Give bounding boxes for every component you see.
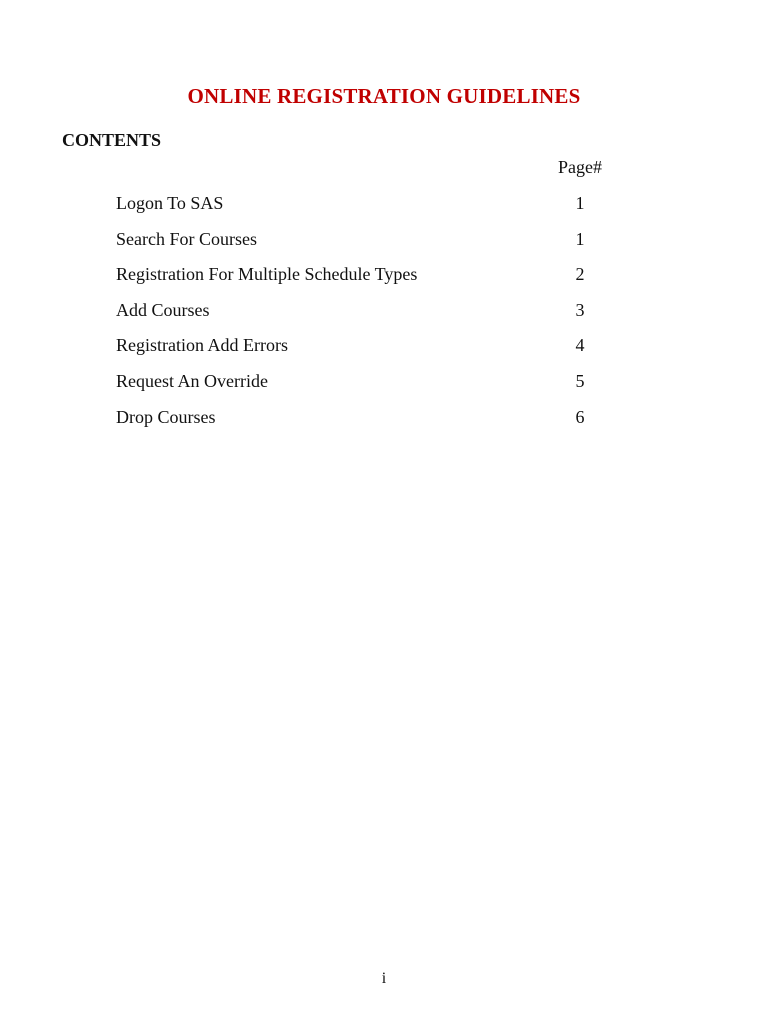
toc-entry-logon-to-sas[interactable]: [116, 193, 596, 229]
toc-entry-label: Add Courses: [116, 299, 210, 320]
toc-entry-page: 4: [575, 335, 585, 356]
toc-entry-drop-courses[interactable]: [116, 407, 596, 443]
toc-entry-registration-add-errors[interactable]: [116, 335, 596, 371]
toc-entry-search-for-courses[interactable]: [116, 229, 596, 265]
toc-entry-add-courses[interactable]: [116, 300, 596, 336]
toc-entry-page: 6: [575, 406, 585, 427]
page-title: ONLINE REGISTRATION GUIDELINES: [187, 84, 581, 108]
contents-heading: CONTENTS: [62, 130, 162, 150]
footer-page-number: i: [381, 970, 387, 987]
toc-entry-page: 1: [575, 228, 585, 249]
toc-entry-page: 1: [575, 193, 585, 213]
toc-entry-label: Search For Courses: [116, 228, 257, 249]
toc-entry-label: Drop Courses: [116, 406, 216, 427]
toc-entry-registration-multiple-schedule-types[interactable]: [116, 264, 596, 300]
page-column-header: Page#: [558, 157, 602, 177]
toc-entry-page: 5: [575, 370, 585, 391]
toc-entry-label: Logon To SAS: [116, 193, 224, 213]
toc-entry-label: Registration For Multiple Schedule Types: [116, 264, 418, 285]
toc-entry-label: Request An Override: [116, 370, 268, 391]
table-of-contents: [116, 193, 596, 442]
toc-entry-page: 2: [575, 264, 585, 285]
toc-entry-request-an-override[interactable]: [116, 371, 596, 407]
toc-entry-label: Registration Add Errors: [116, 335, 288, 356]
toc-entry-page: 3: [575, 299, 585, 320]
